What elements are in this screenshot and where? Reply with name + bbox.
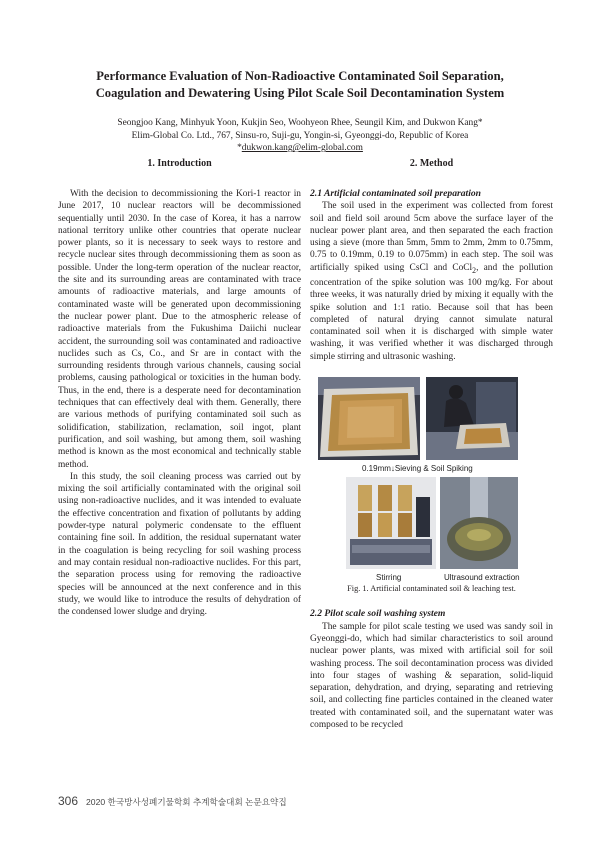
- method-paragraph-1: [310, 200, 553, 363]
- subscript-2: 2: [472, 265, 477, 275]
- intro-paragraph-1: With the decision to decommissioning the Kori-1 reactor in June 2017, 10 nuclear reactors will be decommissioned sequentially until 2030. In the case of Korea, it has a narrow national territory unlike other countries that operate nuclear power plants, so it is necessary to seek ways to restore and recycle nuclear sites through decommissioning them as soon as possible. Under the long-term operation of the nuclear reactor, the site and its surrounding areas are contaminated with trace amounts of radioactive materials, and large amounts of contaminated waste will be generated upon decommissioning the nuclear power plant. Due to the atmospheric release of radioactive materials from the Fukushima Daiichi nuclear accident, the surrounding soil was contaminated and radioactive nuclides such as Cs, Co., and Sr are in contact with the surrounding residents through various channels, causing social problems, causing pathological or toxicities in the human body. Thus, in the end, there is a desperate need for decontamination techniques that can effectively deal with them. Generally, there are various methods of purifying contaminated soil such as solidification, stabilization, reclamation, soil ingot, plant purification, and soil washing, but among them, soil washing method is known as the most economical and technically stable method.: [58, 189, 301, 470]
- author-list: Seongjoo Kang, Minhyuk Yoon, Kukjin Seo, Woohyeon Rhee, Seungil Kim, and Dukwon Kang*: [117, 118, 483, 128]
- stirring-photo: [346, 477, 436, 569]
- email-link[interactable]: dukwon.kang@elim-global.com: [241, 143, 363, 154]
- page-footer: [58, 794, 287, 808]
- author-block: [40, 117, 560, 155]
- method-p1-text-b: , and the pollution concentration of the spike solution was 100 mg/kg. For about three weeks, it was naturally dried by mixing it equally with the spike solution and 1:1 ratio. Because soil that has been completed of natural drying cannot simulate natural contaminated soil when it is discharged with simple water washing, it was verified whether it was discharged through simple stirring and ultrasonic washing.: [310, 262, 553, 362]
- title-line-1: Performance Evaluation of Non-Radioactive Contaminated Soil Separation,: [96, 69, 504, 83]
- figure-1-caption: Fig. 1. Artificial contaminated soil & leaching test.: [347, 584, 516, 594]
- intro-paragraph-2: In this study, the soil cleaning process was carried out by mixing the soil artificially contaminated with the original soil using non-radioactive nuclides, and it was intended to evaluate the effective concentration and fixation of pollutants by adding powder-type natural polymeric condensate to the effluent containing fine soil. In addition, the residual supernatant water in the coagulation is being recycling for soil washing process and may contain residual non-radioactive nuclides. For this part, the separation process using for removing the radioactive species will be announced at the next conference and in this study, we would like to introduce the results of dehydration of the condensed lower sludge and drying.: [58, 471, 301, 618]
- ultrasound-label: Ultrasound extraction: [444, 573, 520, 583]
- introduction-column: [58, 158, 301, 618]
- email-line: [40, 142, 560, 155]
- paper-title: [40, 68, 560, 102]
- affiliation: Elim-Global Co. Ltd., 767, Sinsu-ro, Suji-gu, Yongin-si, Gyeonggi-do, Republic of Korea: [131, 130, 469, 141]
- soil-spiking-photo: [426, 377, 518, 460]
- sieving-spiking-label: 0.19mm↓Sieving & Soil Spiking: [362, 464, 473, 474]
- soil-tray-photo: [318, 377, 420, 460]
- subsection-2-2-heading: 2.2 Pilot scale soil washing system: [310, 608, 446, 620]
- introduction-heading: 1. Introduction: [147, 158, 212, 169]
- subsection-2-1-heading: 2.1 Artificial contaminated soil preparation: [310, 188, 482, 199]
- method-column: [310, 158, 553, 731]
- proceedings-name: 2020 한국방사성폐기물학회 추계학술대회 논문요약집: [86, 797, 287, 807]
- figure-1: [318, 377, 518, 697]
- page-number: 306: [58, 794, 79, 808]
- method-heading: 2. Method: [409, 158, 454, 169]
- method-p1-text-a: The soil used in the experiment was collected from forest soil and field soil around 5cm above the surface layer of the nuclear power plant area, and then separated the each fraction using a sieve (more than 5mm, 5mm to 2mm, 2mm to 0.75mm, 0.75 to 0.19mm, 0.19 to 0.075mm) in each step. The soil was artificially spiked using CsCl and CoCl: [310, 201, 553, 273]
- email-asterisk: *: [237, 143, 242, 154]
- method-paragraph-2: The sample for pilot scale testing we used was sandy soil in Gyeonggi-do, which had similar characteristics to soil around nuclear power plants, was mixed with artificial soil for soil washing process. The soil decontamination process was divided into four stages of washing & separation, solid-liquid separation, dehydration, and drying, separating and retrieving soil, and collecting fine particles contained in the cleaned water treated with contaminated soil, and the supernatant water was composed to be recycled: [310, 621, 553, 730]
- ultrasound-photo: [440, 477, 518, 569]
- title-line-2: Coagulation and Dewatering Using Pilot Scale Soil Decontamination System: [95, 86, 505, 100]
- stirring-label: Stirring: [376, 573, 402, 583]
